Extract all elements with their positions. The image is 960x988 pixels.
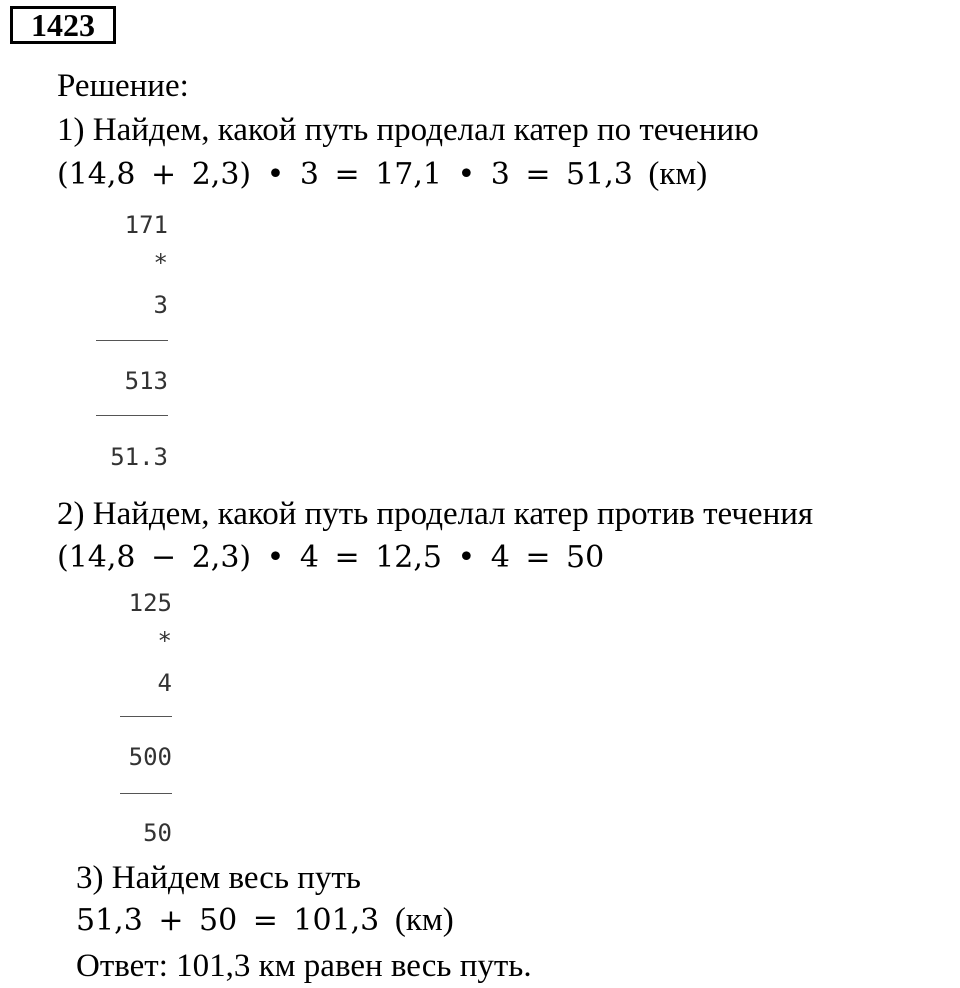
- step2-expression: [57, 538, 604, 578]
- calc1-rule-2: [96, 415, 168, 416]
- task-number: 1423: [31, 7, 95, 43]
- calc1-multiplier: 3: [153, 291, 168, 319]
- calc2-rule-2: [120, 793, 172, 794]
- step1-expression: [57, 154, 707, 195]
- calc1-product: 513: [124, 367, 168, 395]
- step2-expr: (14,8 − 2,3) • 4 = 12,5 • 4 = 50: [57, 540, 605, 575]
- solution-heading: Решение:: [57, 68, 189, 104]
- calc2-top: 125: [128, 589, 172, 617]
- calc2-multiplier: 4: [157, 669, 172, 697]
- calc1-rule-1: [96, 340, 168, 341]
- step3-text: 3) Найдем весь путь: [76, 860, 361, 896]
- step1-text: 1) Найдем, какой путь проделал катер по течению: [57, 112, 759, 148]
- calc2-result: 50: [143, 819, 172, 847]
- step3-expr: 51,3 + 50 = 101,3: [76, 903, 380, 938]
- step3-unit: (км): [394, 902, 454, 938]
- step3-expression: [76, 900, 454, 941]
- calc2-rule-1: [120, 716, 172, 717]
- step2-text: 2) Найдем, какой путь проделал катер против течения: [57, 496, 814, 532]
- calc1-op: *: [153, 249, 168, 277]
- calc2-product: 500: [128, 743, 172, 771]
- step1-expr: (14,8 + 2,3) • 3 = 17,1 • 3 = 51,3: [57, 157, 633, 192]
- step1-unit: (км): [648, 156, 708, 192]
- calc1-top: 171: [124, 211, 168, 239]
- task-number-box: [10, 6, 116, 44]
- calc2-op: *: [157, 627, 172, 655]
- answer-line: Ответ: 101,3 км равен весь путь.: [76, 948, 532, 984]
- calc1-result: 51.3: [110, 443, 168, 471]
